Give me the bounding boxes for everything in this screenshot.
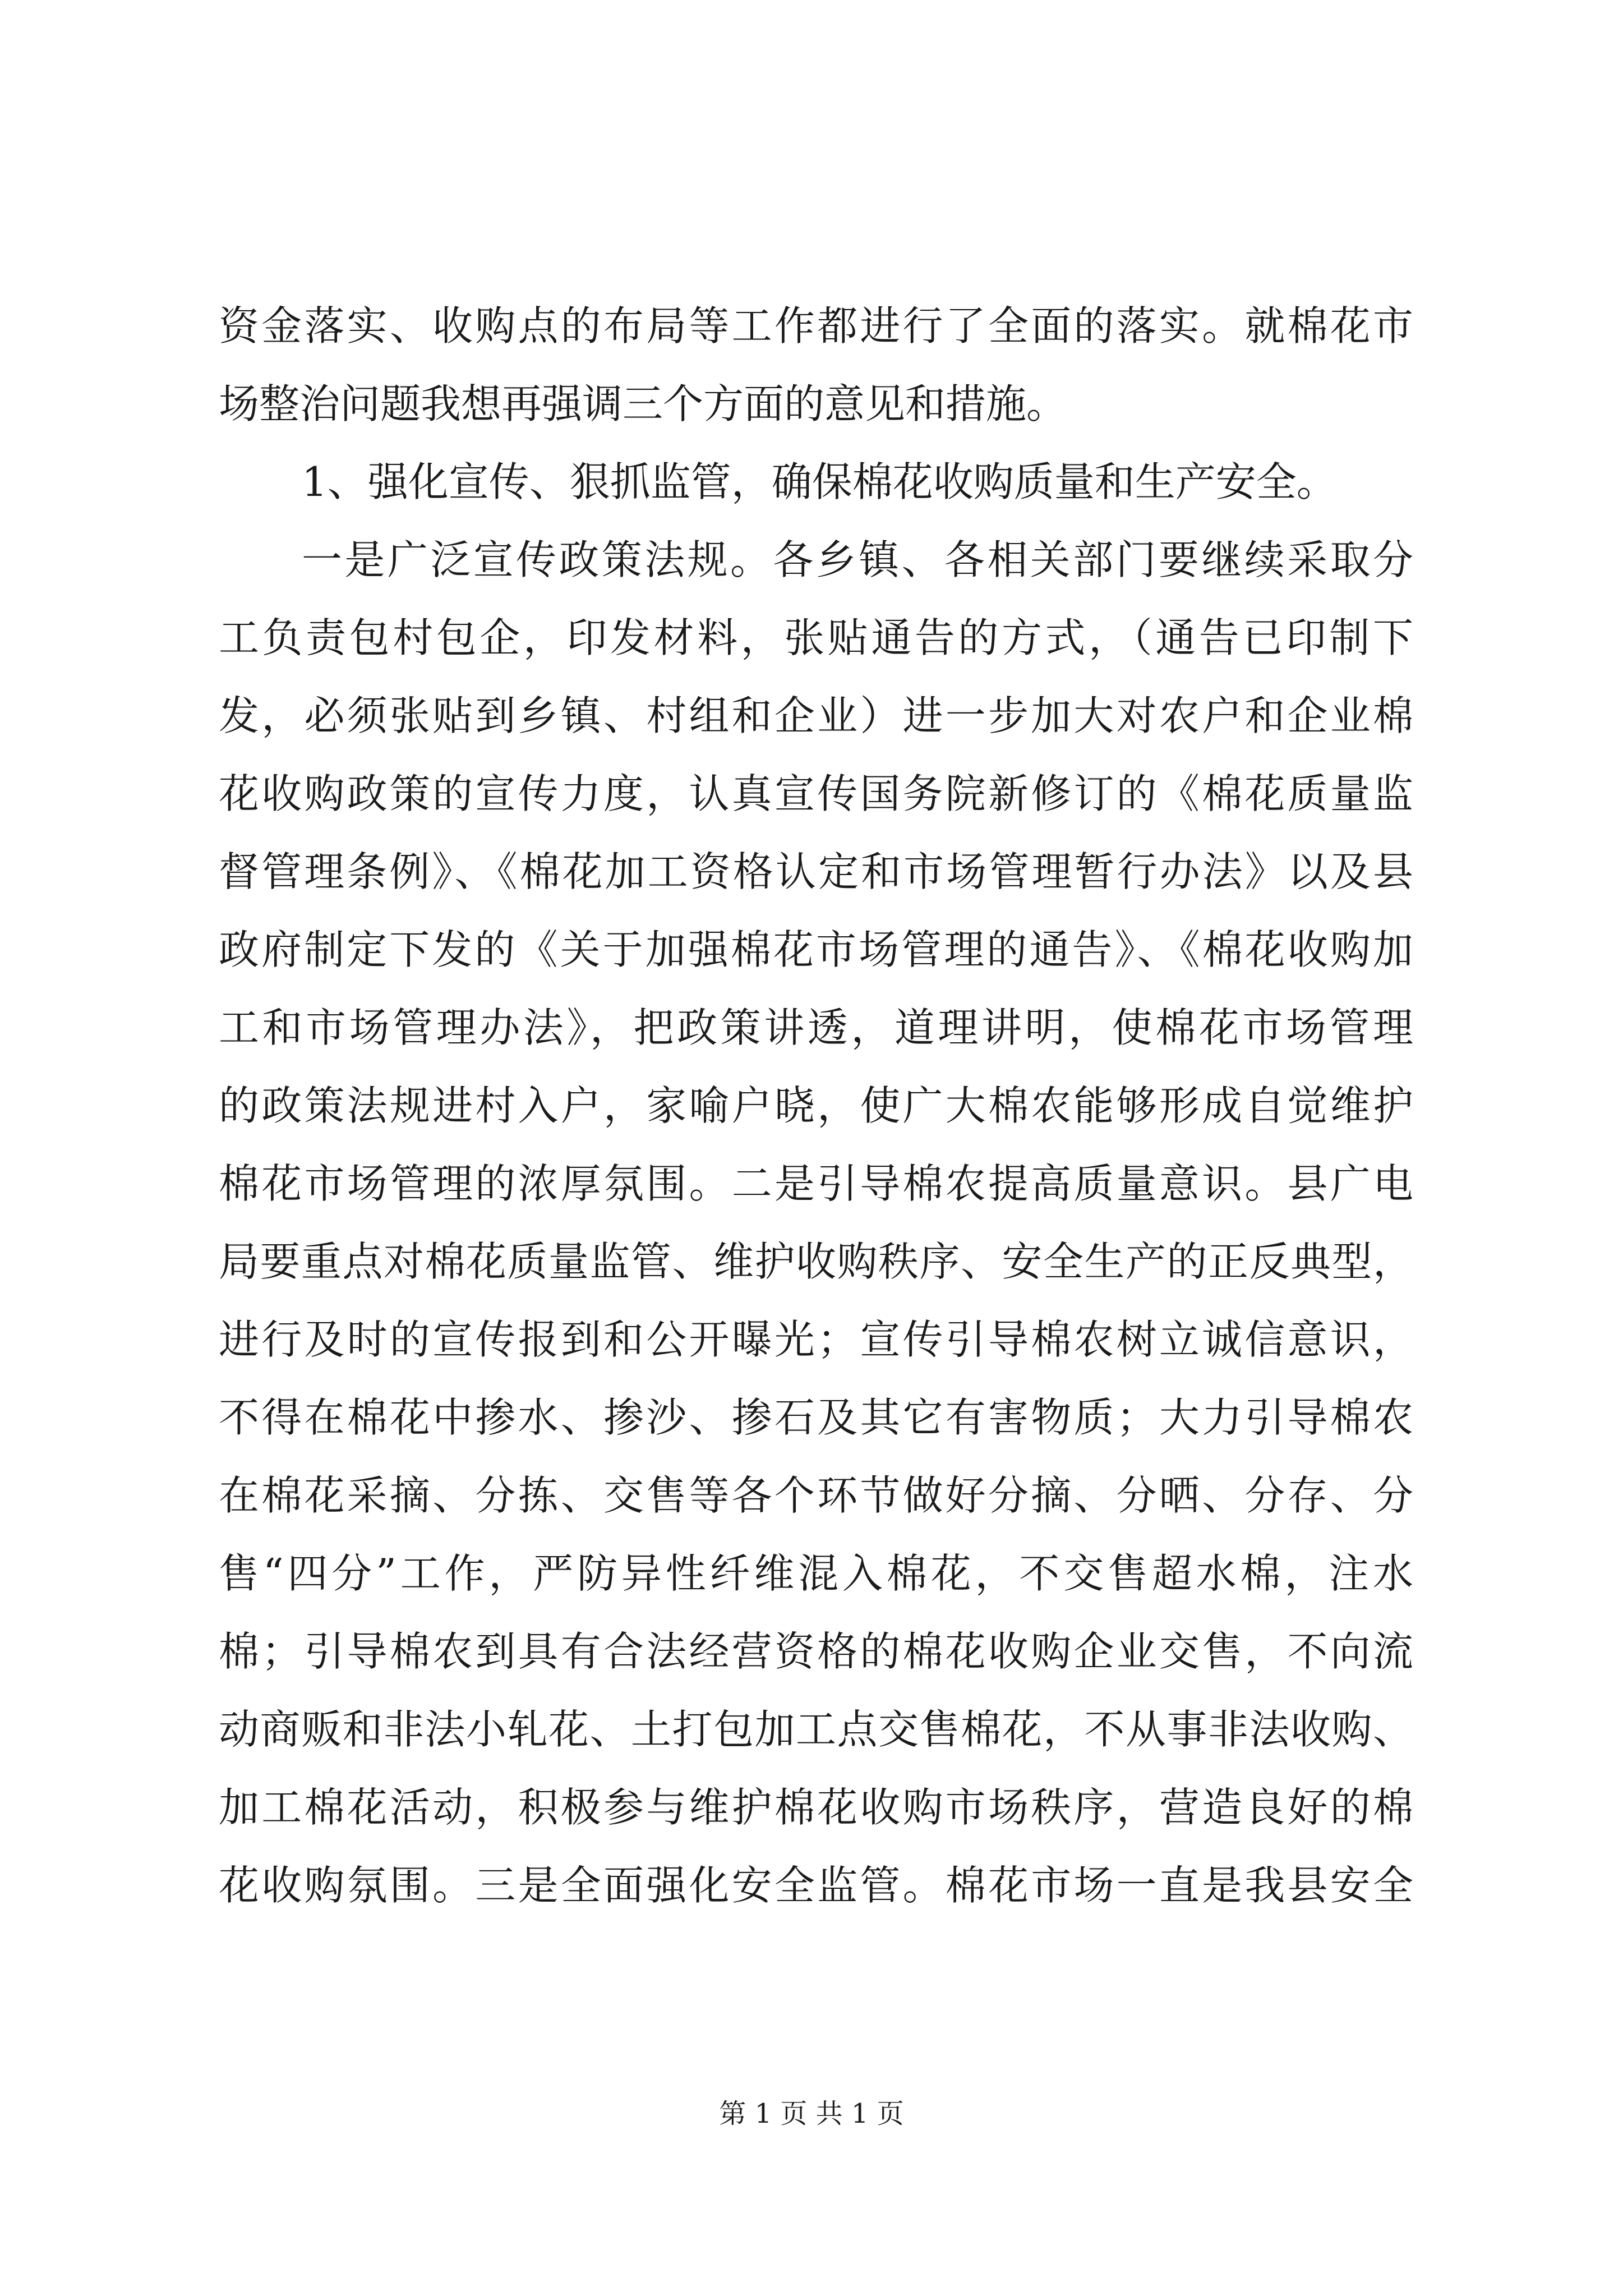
text-line: 督管理条例》、《棉花加工资格认定和市场管理暂行办法》以及县 <box>219 848 1413 895</box>
text-line: 工和市场管理办法》，把政策讲透，道理讲明，使棉花市场管理 <box>219 1004 1413 1051</box>
text-line: 在棉花采摘、分拣、交售等各个环节做好分摘、分晒、分存、分 <box>219 1472 1413 1519</box>
section-heading: 1、强化宣传、狠抓监管，确保棉花收购质量和生产安全。 <box>302 458 1337 505</box>
text-line: 进行及时的宣传报到和公开曝光；宣传引导棉农树立诚信意识， <box>219 1316 1413 1363</box>
text-line: 政府制定下发的《关于加强棉花市场管理的通告》、《棉花收购加 <box>219 926 1413 973</box>
text-line: 资金落实、收购点的布局等工作都进行了全面的落实。就棉花市 <box>219 302 1413 349</box>
text-line: 的政策法规进村入户，家喻户晓，使广大棉农能够形成自觉维护 <box>219 1082 1413 1129</box>
text-line: 花收购氛围。三是全面强化安全监管。棉花市场一直是我县安全 <box>219 1862 1413 1909</box>
page-number-footer: 第 1 页 共 1 页 <box>719 2098 904 2129</box>
text-line: 棉花市场管理的浓厚氛围。二是引导棉农提高质量意识。县广电 <box>219 1160 1413 1207</box>
text-line: 动商贩和非法小轧花、土打包加工点交售棉花，不从事非法收购、 <box>219 1706 1413 1753</box>
text-line: 棉；引导棉农到具有合法经营资格的棉花收购企业交售，不向流 <box>219 1628 1413 1675</box>
text-line: 场整治问题我想再强调三个方面的意见和措施。 <box>219 380 1067 427</box>
text-line: 花收购政策的宣传力度，认真宣传国务院新修订的《棉花质量监 <box>219 770 1413 817</box>
text-line: 发，必须张贴到乡镇、村组和企业）进一步加大对农户和企业棉 <box>219 692 1413 739</box>
document-body <box>219 287 1413 1925</box>
text-line: 一是广泛宣传政策法规。各乡镇、各相关部门要继续采取分 <box>302 536 1413 583</box>
text-line: 加工棉花活动，积极参与维护棉花收购市场秩序，营造良好的棉 <box>219 1784 1413 1831</box>
text-line: 局要重点对棉花质量监管、维护收购秩序、安全生产的正反典型， <box>219 1238 1413 1285</box>
text-line: 售“四分”工作，严防异性纤维混入棉花，不交售超水棉，注水 <box>219 1550 1413 1597</box>
text-line: 不得在棉花中掺水、掺沙、掺石及其它有害物质；大力引导棉农 <box>219 1394 1413 1441</box>
text-line: 工负责包村包企，印发材料，张贴通告的方式，（通告已印制下 <box>219 614 1413 661</box>
